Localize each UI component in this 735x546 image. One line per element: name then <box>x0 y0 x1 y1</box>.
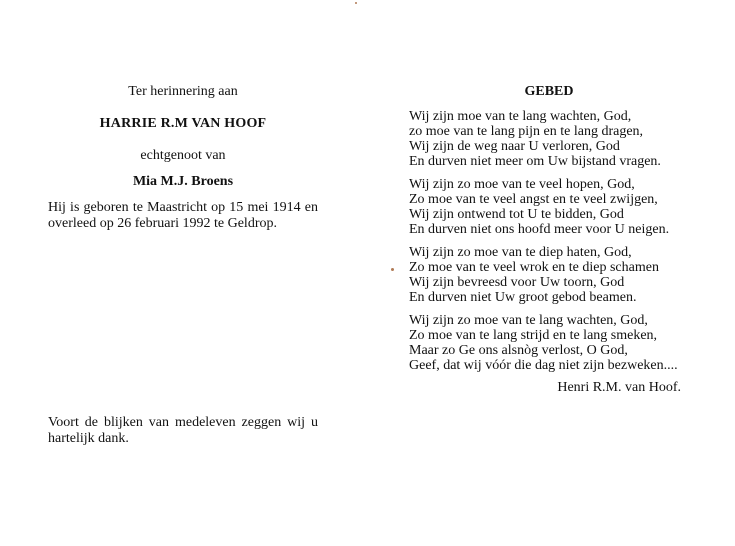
prayer-line: zo moe van te lang pijn en te lang dragen, <box>409 124 644 139</box>
spouse-name: Mia M.J. Broens <box>132 174 234 189</box>
prayer-line: Geef, dat wij vóór die dag niet zijn bezweken.... <box>409 358 678 373</box>
prayer-line: En durven niet meer om Uw bijstand vragen. <box>409 154 661 169</box>
prayer-line: En durven niet Uw groot gebod beamen. <box>409 290 637 305</box>
prayer-panel <box>409 84 694 396</box>
prayer-stanza <box>409 109 694 169</box>
relation-line: echtgenoot van <box>140 148 226 163</box>
prayer-line: Wij zijn de weg naar U verloren, God <box>409 139 620 154</box>
prayer-stanza <box>409 245 694 305</box>
deceased-name: HARRIE R.M VAN HOOF <box>99 116 267 131</box>
prayer-line: Wij zijn zo moe van te lang wachten, God, <box>409 313 648 328</box>
prayer-line: Maar zo Ge ons alsnòg verlost, O God, <box>409 343 628 358</box>
prayer-line: Wij zijn bevreesd voor Uw toorn, God <box>409 275 625 290</box>
thanks-text: Voort de blijken van medeleven zeggen wij u hartelijk dank. <box>48 415 318 446</box>
print-speck <box>355 2 357 4</box>
prayer-line: En durven niet ons hoofd meer voor U neigen. <box>409 222 670 237</box>
biography-text: Hij is geboren te Maastricht op 15 mei 1914 en overleed op 26 februari 1992 te Geldrop. <box>48 200 318 231</box>
prayer-stanza <box>409 177 694 237</box>
prayer-stanza <box>409 313 694 373</box>
print-speck <box>391 268 394 271</box>
prayer-line: Zo moe van te veel angst en te veel zwijgen, <box>409 192 658 207</box>
memorial-text-panel <box>48 84 318 232</box>
prayer-line: Wij zijn moe van te lang wachten, God, <box>409 109 632 124</box>
prayer-line: Wij zijn zo moe van te veel hopen, God, <box>409 177 635 192</box>
prayer-line: Zo moe van te veel wrok en te diep schamen <box>409 260 659 275</box>
prayer-line: Zo moe van te lang strijd en te lang smeken, <box>409 328 658 343</box>
prayer-line: Wij zijn ontwend tot U te bidden, God <box>409 207 624 222</box>
prayer-line: Wij zijn zo moe van te diep haten, God, <box>409 245 632 260</box>
prayer-author: Henri R.M. van Hoof. <box>557 380 681 395</box>
intro-line: Ter herinnering aan <box>128 84 238 99</box>
prayer-title: GEBED <box>524 84 574 99</box>
